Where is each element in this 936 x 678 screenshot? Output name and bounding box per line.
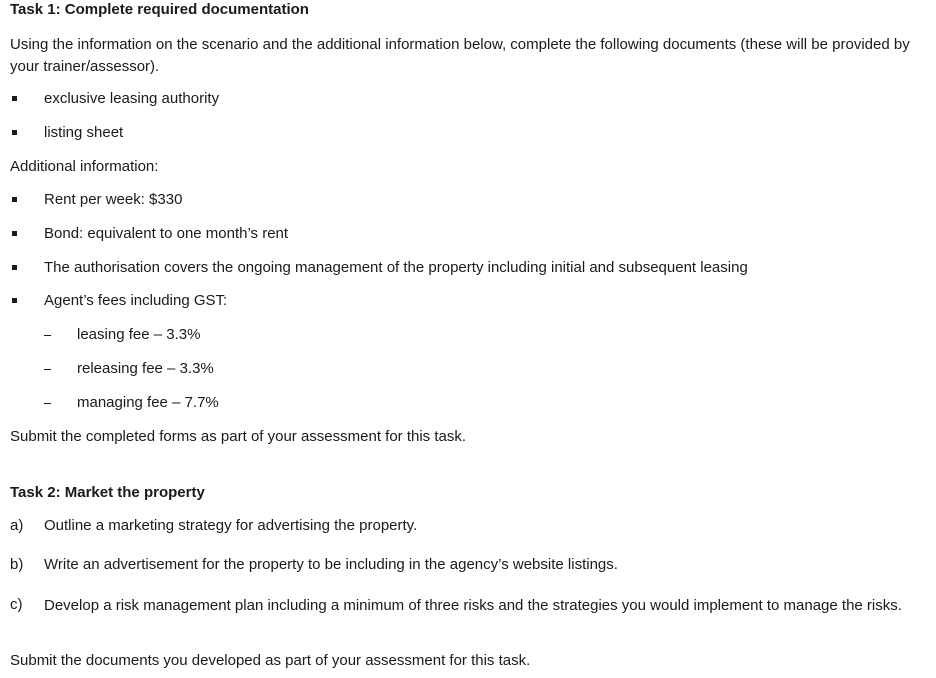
bullet-marker (12, 96, 17, 101)
dash-marker (44, 369, 51, 370)
list-item-document: exclusive leasing authority (44, 90, 220, 107)
list-item-authorisation: The authorisation covers the ongoing management of the property including initial and subsequent leasing (44, 259, 748, 276)
sub-item-managing-fee: managing fee – 7.7% (77, 394, 219, 411)
question-text: Outline a marketing strategy for advertising the property. (44, 517, 418, 534)
sub-item-leasing-fee: leasing fee – 3.3% (77, 326, 201, 343)
list-item-rent: Rent per week: $330 (44, 191, 183, 208)
question-marker: c) (10, 596, 23, 613)
task2-heading: Task 2: Market the property (10, 484, 205, 501)
bullet-marker (12, 298, 17, 303)
bullet-marker (12, 231, 17, 236)
task2-submit-note: Submit the documents you developed as part of your assessment for this task. (10, 652, 531, 669)
list-item-bond: Bond: equivalent to one month’s rent (44, 225, 289, 242)
question-text: Write an advertisement for the property to be including in the agency’s website listings. (44, 556, 618, 573)
task1-intro: Using the information on the scenario and the additional information below, complete the following documents (these will be provided by your trainer/assessor). (10, 36, 910, 75)
bullet-marker (12, 130, 17, 135)
question-marker: b) (10, 556, 24, 573)
dash-marker (44, 335, 51, 336)
task1-heading: Task 1: Complete required documentation (10, 1, 309, 18)
list-item-agent-fees: Agent’s fees including GST: (44, 292, 228, 309)
sub-item-releasing-fee: releasing fee – 3.3% (77, 360, 214, 377)
dash-marker (44, 403, 51, 404)
question-marker: a) (10, 517, 24, 534)
list-item-document: listing sheet (44, 124, 124, 141)
question-text: Develop a risk management plan including a minimum of three risks and the strategies you would implement to manage the risks. (44, 597, 902, 614)
additional-info-label: Additional information: (10, 158, 159, 175)
bullet-marker (12, 265, 17, 270)
task1-submit-note: Submit the completed forms as part of your assessment for this task. (10, 428, 467, 445)
bullet-marker (12, 197, 17, 202)
